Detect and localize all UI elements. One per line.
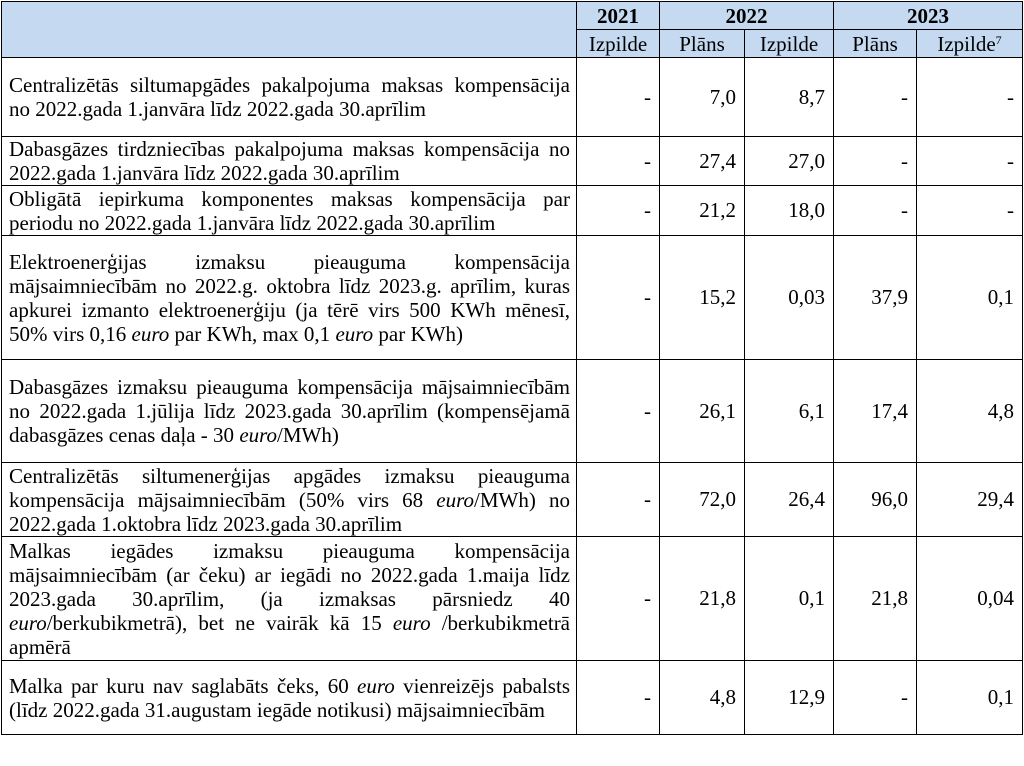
col-2022-izpilde: Izpilde [745,30,834,58]
description-text: Dabasgāzes izmaksu pieauguma kompensācija mājsaimniecībām no 2022.gada 1.jūlija līdz 2023.gada 30.aprīlim (kompensējamā dabasgāzes cenas daļa - 30 [9,375,570,447]
description-text: Elektroenerģijas izmaksu pieauguma kompensācija mājsaimniecībām no 2022.g. oktobra līdz 2023.g. aprīlim, kuras apkurei izmanto elektroenerģiju (ja tērē virs 500 KWh mēnesī, 50% virs 0,16 [9,249,570,346]
value-cell: 72,0 [660,463,745,537]
value-cell: - [577,661,660,735]
year-2022-header: 2022 [660,2,834,30]
value-cell: - [577,236,660,360]
value-cell: 21,2 [660,186,745,236]
value-cell: 4,8 [917,360,1023,463]
value-cell: - [917,137,1023,186]
col-2021-izpilde: Izpilde [577,30,660,58]
row-description: Dabasgāzes tirdzniecības pakalpojuma maksas kompensācija no 2022.gada 1.janvāra līdz 2022.gada 30.aprīlim [2,137,577,186]
value-cell: 21,8 [660,537,745,661]
currency-unit: euro [357,673,395,698]
description-text: /MWh) [277,423,339,447]
value-cell: 96,0 [834,463,917,537]
value-cell: - [834,137,917,186]
table-row [2,137,1023,186]
description-text: par KWh, max 0,1 [169,321,336,346]
row-description [2,360,577,463]
description-text: vienreizējs pabalsts (līdz 2022.gada 31.augustam iegāde notikusi) mājsaimniecībām [9,673,570,722]
row-description [2,537,577,661]
value-cell: 4,8 [660,661,745,735]
value-cell: 18,0 [745,186,834,236]
value-cell: - [577,537,660,661]
value-cell: 27,4 [660,137,745,186]
description-text: Malkas iegādes izmaksu pieauguma kompensācija mājsaimniecībām (ar čeku) ar iegādi no 2022.gada 1.maija līdz 2023.gada 30.aprīlim, (ja izmaksas pārsniedz 40 [9,538,570,611]
value-cell: 0,03 [745,236,834,360]
table-row [2,360,1023,463]
table-row [2,186,1023,236]
value-cell: 12,9 [745,661,834,735]
col-2023-plans: Plāns [834,30,917,58]
currency-unit: euro [239,423,278,447]
value-cell: 27,0 [745,137,834,186]
year-2023-header: 2023 [834,2,1023,30]
value-cell: - [577,137,660,186]
description-text: Centralizētās siltumenerģijas apgādes izmaksu pieauguma kompensācija mājsaimniecībām (50% virs 68 [9,463,570,512]
currency-unit: euro [131,321,170,346]
value-cell: 26,1 [660,360,745,463]
header-corner-cell [2,2,577,58]
year-2021-header: 2021 [577,2,660,30]
description-text: /MWh) no 2022.gada 1.oktobra līdz 2023.gada 30.aprīlim [9,487,570,536]
table-row [2,58,1023,137]
row-description: Centralizētās siltumapgādes pakalpojuma maksas kompensācija no 2022.gada 1.janvāra līdz 2022.gada 30.aprīlim [2,58,577,137]
col-2023-izpilde-label: Izpilde [937,31,996,56]
value-cell: - [577,58,660,137]
row-description [2,661,577,735]
value-cell: 37,9 [834,236,917,360]
value-cell: - [834,186,917,236]
value-cell: - [834,58,917,137]
description-text: Malka par kuru nav saglabāts čeks, 60 [9,673,358,698]
compensation-table [1,1,1023,735]
currency-unit: euro [436,487,475,512]
value-cell: - [834,661,917,735]
value-cell: 0,1 [917,236,1023,360]
row-description: Obligātā iepirkuma komponentes maksas kompensācija par periodu no 2022.gada 1.janvāra līdz 2022.gada 30.aprīlim [2,186,577,236]
value-cell: 8,7 [745,58,834,137]
table-row [2,463,1023,537]
value-cell: 21,8 [834,537,917,661]
description-text: par KWh) [373,321,463,346]
value-cell: - [577,463,660,537]
col-2023-izpilde [917,30,1023,58]
value-cell: 7,0 [660,58,745,137]
value-cell: 17,4 [834,360,917,463]
value-cell: 0,1 [745,537,834,661]
value-cell: 29,4 [917,463,1023,537]
value-cell: - [577,360,660,463]
value-cell: - [577,186,660,236]
value-cell: 0,1 [917,661,1023,735]
value-cell: 0,04 [917,537,1023,661]
value-cell: 15,2 [660,236,745,360]
value-cell: 26,4 [745,463,834,537]
currency-unit: euro [335,321,374,346]
col-2022-plans: Plāns [660,30,745,58]
value-cell: - [917,186,1023,236]
footnote-marker: 7 [995,32,1002,47]
row-description [2,236,577,360]
value-cell: 6,1 [745,360,834,463]
value-cell: - [917,58,1023,137]
table-row [2,661,1023,735]
table-row [2,236,1023,360]
currency-unit: euro [9,610,47,635]
row-description [2,463,577,537]
description-text: /berkubikmetrā apmērā [9,610,571,659]
description-text: /berkubikmetrā), bet ne vairāk kā 15 [46,610,393,635]
currency-unit: euro [392,610,431,635]
table-row [2,537,1023,661]
